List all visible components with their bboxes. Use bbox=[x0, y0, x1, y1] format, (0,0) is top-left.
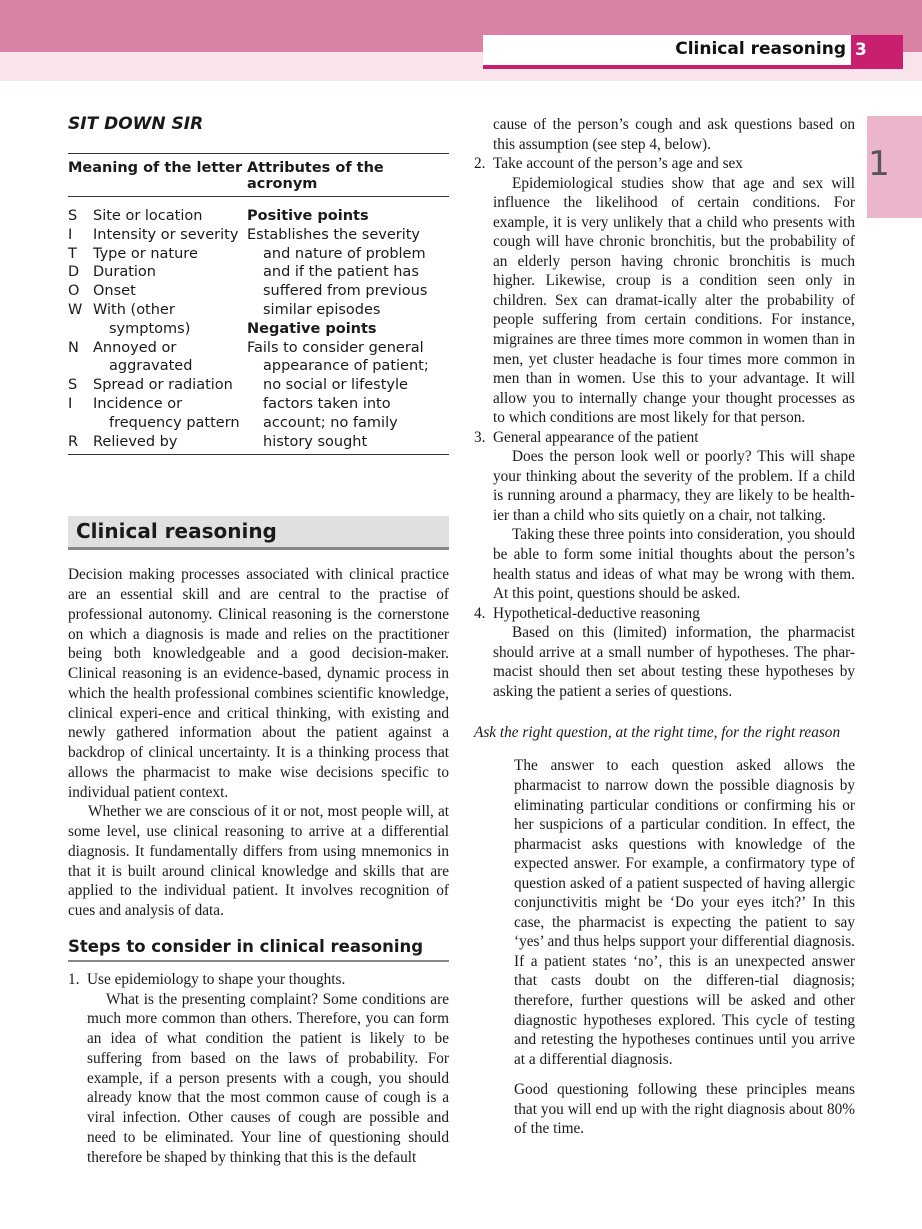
acronym-letter: D bbox=[68, 264, 80, 281]
step-1-continuation: cause of the person’s cough and ask questions based on this assumption (see step 4, below). bbox=[493, 116, 855, 153]
step-4-number: 4. bbox=[474, 604, 486, 622]
positive-points-title: Positive points bbox=[247, 208, 369, 224]
acronym-table bbox=[68, 153, 449, 455]
acronym-row bbox=[68, 376, 247, 395]
step-4-title-row bbox=[474, 604, 855, 624]
acronym-letter: R bbox=[68, 433, 79, 450]
acronym-attributes bbox=[247, 207, 449, 451]
acronym-row bbox=[68, 301, 247, 339]
acronym-row bbox=[68, 433, 247, 452]
acronym-meaning: Spread or radiation bbox=[93, 377, 233, 394]
acronym-letter: W bbox=[68, 301, 83, 318]
negative-points-text: Fails to consider general appearance of patient; no social or lifestyle factors taken into account; no family history sought bbox=[247, 339, 429, 450]
question-box-paragraph-2: Good questioning following these principles means that you will end up with the right diagnosis about 80% of the time. bbox=[514, 1081, 855, 1138]
acronym-table-body bbox=[68, 197, 449, 454]
chapter-number: 1 bbox=[868, 144, 890, 184]
step-1-number: 1. bbox=[68, 970, 80, 988]
acronym-letter: I bbox=[68, 226, 73, 243]
chapter-tab bbox=[867, 116, 922, 218]
acronym-meaning: Site or location bbox=[93, 208, 203, 224]
step-2-title: Take account of the person’s age and sex bbox=[493, 155, 743, 173]
clinical-paragraph-1: Decision making processes associated with clinical practice are an essential skill and are central to the practise of professional autonomy. Clinical reasoning is the cornerstone on which a diagnosis is made and relies on the practitioner being both knowledgeable and a good decision-maker. Clinical reasoning is an evidence-based, dynamic process in which the health professional combines scientific knowledge, clinical experi-ence and critical thinking, with existing and newly gathered information about the patient against a backdrop of clinical uncertainty. It is a thinking process that allows the pharmacist to make wise decisions specific to individual patient context. bbox=[68, 566, 449, 801]
acronym-letter: O bbox=[68, 283, 80, 300]
acronym-row bbox=[68, 263, 247, 282]
acronym-meaning: Duration bbox=[93, 264, 156, 281]
acronym-table-header bbox=[68, 154, 449, 197]
step-3-title-row bbox=[474, 428, 855, 448]
acronym-row bbox=[68, 339, 247, 377]
question-box-heading: Ask the right question, at the right time, for the right reason bbox=[474, 724, 841, 742]
step-1-title: Use epidemiology to shape your thoughts. bbox=[87, 970, 346, 988]
step-3-body-2: Taking these three points into consideration, you should be able to form some initial thoughts about the person’s health status and ideas of what may be wrong with them. At this point, questions should be asked. bbox=[493, 526, 855, 603]
col-header-meaning: Meaning of the letter bbox=[68, 160, 243, 176]
step-3-title: General appearance of the patient bbox=[493, 428, 699, 446]
acronym-letter: N bbox=[68, 339, 79, 356]
clinical-paragraph-2: Whether we are conscious of it or not, most people will, at some level, use clinical reasoning to arrive at a differential diagnosis. It fundamentally differs from using mnemonics in that it is built around clinical knowledge and skills that are applied to the individual patient. It involves recognition of cues and analysis of data. bbox=[68, 803, 449, 920]
step-2-number: 2. bbox=[474, 155, 486, 173]
step-1 bbox=[68, 970, 449, 1168]
acronym-meaning: Incidence or frequency pattern bbox=[93, 395, 240, 431]
acronym-meaning: Type or nature bbox=[93, 245, 198, 262]
question-box-paragraph-1: The answer to each question asked allows the pharmacist to narrow down the possible diagnosis by eliminating particular conditions or confirming his or her suspicions of a particular condition. In effect, the pharmacist asks questions with knowledge of the expected answer. For example, a confirmatory type of question asked of a patient suspected of having allergic conjunctivitis might be ‘Do your eyes itch?’ In this case, the pharmacist is expecting the patient to say ‘yes’ and thus helps support your differential diagnosis. If a patient states ‘no’, this is an unexpected answer that casts doubt on the differen-tial diagnosis; therefore, further questions will be asked and other diagnostic hypotheses explored. This cycle of testing and retesting the hypotheses continues until you arrive at a differential diagnosis. bbox=[514, 757, 855, 1068]
acronym-letters bbox=[68, 207, 247, 451]
section-heading-clinical-reasoning: Clinical reasoning bbox=[68, 516, 449, 550]
acronym-meaning: Annoyed or aggravated bbox=[93, 339, 193, 375]
acronym-row bbox=[68, 245, 247, 264]
acronym-meaning: Intensity or severity bbox=[93, 226, 239, 243]
running-header-title: Clinical reasoning bbox=[675, 39, 846, 59]
acronym-letter: I bbox=[68, 395, 73, 412]
page-number: 3 bbox=[851, 35, 903, 65]
acronym-letter: T bbox=[68, 245, 77, 262]
left-column bbox=[68, 113, 449, 1167]
negative-points-title: Negative points bbox=[247, 320, 377, 337]
positive-points-text: Establishes the severity and nature of problem and if the patient has suffered from previous similar episodes bbox=[247, 226, 428, 318]
header-rule bbox=[483, 65, 903, 69]
acronym-letter: S bbox=[68, 208, 78, 224]
acronym-row bbox=[68, 395, 247, 433]
step-4-body: Based on this (limited) information, the pharmacist should arrive at a small number of hypotheses. The phar-macist should then set about testing these hypotheses by asking the patient a series of questions. bbox=[493, 624, 855, 700]
acronym-row bbox=[68, 207, 247, 226]
acronym-row bbox=[68, 282, 247, 301]
step-2-title-row bbox=[474, 154, 855, 174]
acronym-meaning: With (other symptoms) bbox=[93, 301, 191, 337]
step-2-body: Epidemiological studies show that age and sex will influence the likelihood of certain conditions. For example, it is very unlikely that a child who presents with cough will have chronic bronchitis, but the probability of an elderly person having chronic bronchitis is much higher. Likewise, croup is a condition seen only in children. Sex can dramat-ically alter the probability of people suffering from certain conditions. For instance, migraines are three times more common in women than in men, yet cluster headache is four times more common in men than in women. Use this to your advantage. It will allow you to internally change your thought processes as to which conditions are most likely for that person. bbox=[493, 174, 855, 427]
step-3-number: 3. bbox=[474, 428, 486, 446]
acronym-row bbox=[68, 226, 247, 245]
subheading-steps: Steps to consider in clinical reasoning bbox=[68, 936, 449, 962]
step-3-body-1: Does the person look well or poorly? This will shape your thinking about the severity of the problem. If a child is running around a pharmacy, they are likely to be health-ier than a child who sits quietly on a chair, not talking. bbox=[493, 448, 855, 524]
acronym-title: SIT DOWN SIR bbox=[68, 114, 204, 134]
step-4-title: Hypothetical-deductive reasoning bbox=[493, 604, 700, 622]
step-1-body: What is the presenting complaint? Some conditions are much more common than others. Therefore, you can form an idea of what condition the patient is likely to be suffering from based on the laws of probability. For example, if a person presents with a cough, you should already know that the most common cause of cough is a viral infection. Other causes of cough are possible and need to be eliminated. Your line of questioning should therefore be shaped by thinking that this is the default bbox=[87, 990, 449, 1166]
right-column bbox=[474, 115, 855, 1139]
acronym-meaning: Relieved by bbox=[93, 433, 178, 450]
question-box-content bbox=[474, 756, 855, 1138]
step-1-title-row bbox=[68, 970, 449, 990]
acronym-letter: S bbox=[68, 377, 78, 394]
acronym-meaning: Onset bbox=[93, 283, 136, 300]
col-header-attributes: Attributes of the acronym bbox=[247, 160, 384, 192]
